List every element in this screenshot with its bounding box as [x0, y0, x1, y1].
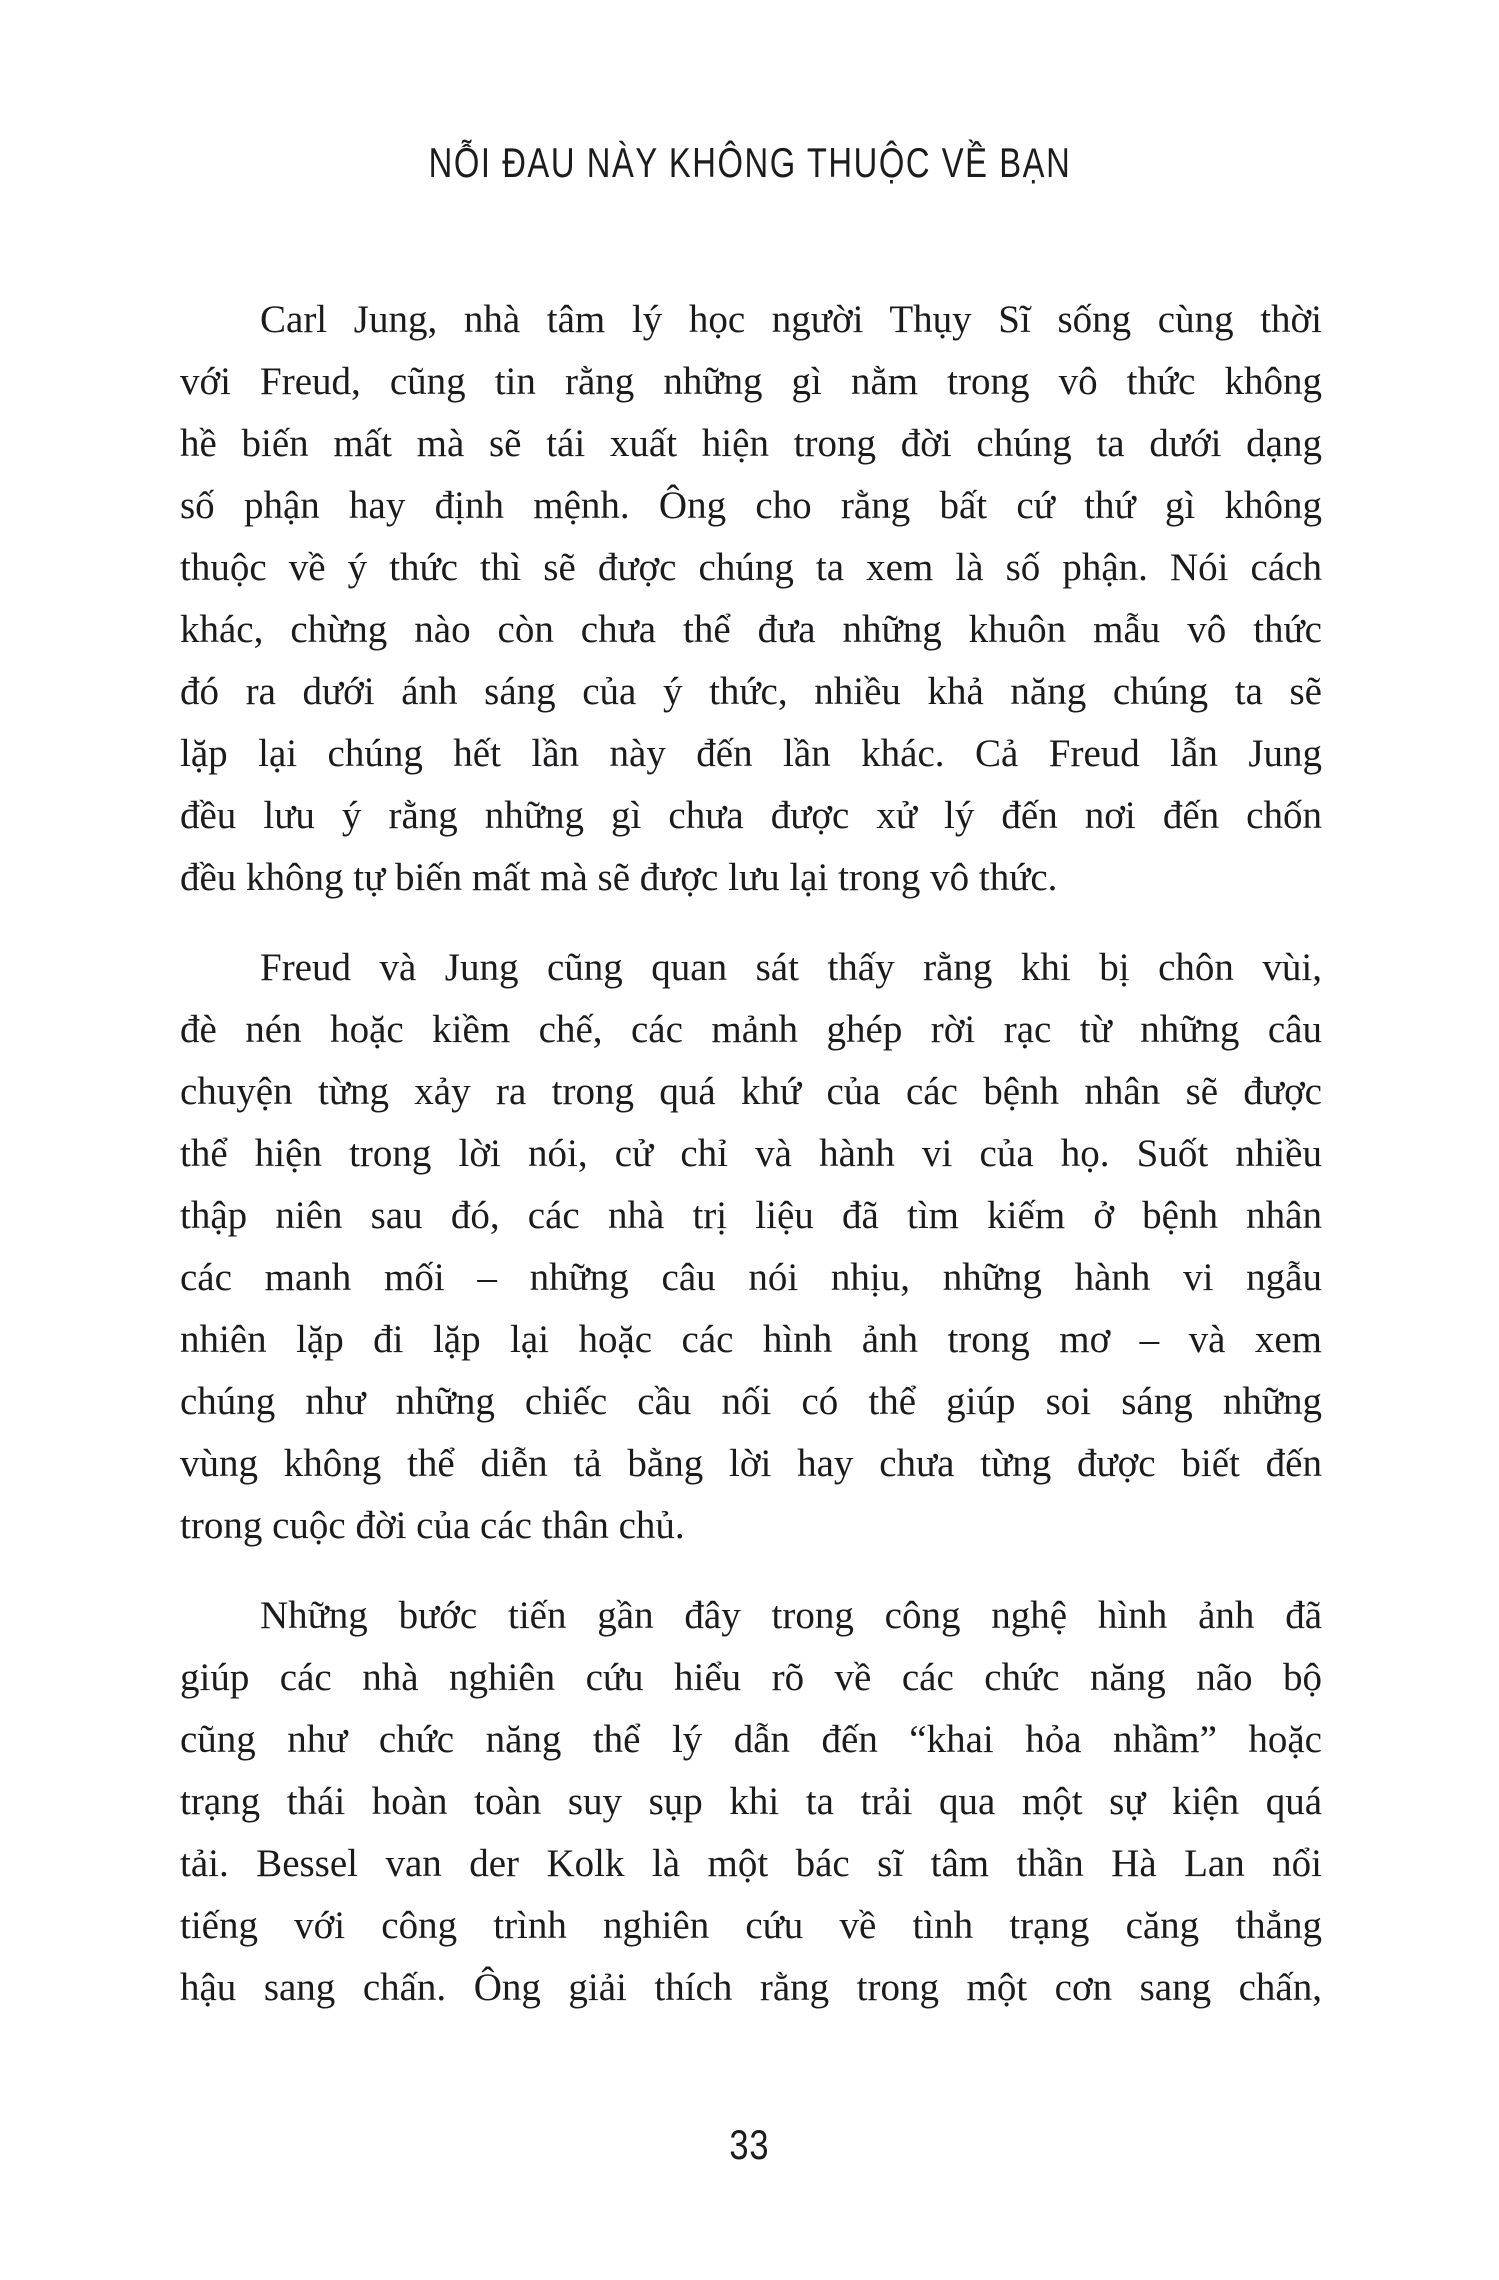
text-line: Carl Jung, nhà tâm lý học người Thụy Sĩ sống cùng thời: [260, 298, 1322, 341]
text-line: tiếng với công trình nghiên cứu về tình trạng căng thẳng: [180, 1904, 1322, 1947]
body-text: [180, 289, 1322, 2019]
text-line: thập niên sau đó, các nhà trị liệu đã tìm kiếm ở bệnh nhân: [180, 1194, 1322, 1237]
text-line: trạng thái hoàn toàn suy sụp khi ta trải qua một sự kiện quá: [180, 1780, 1322, 1823]
text-line: chúng như những chiếc cầu nối có thể giúp soi sáng những: [180, 1380, 1322, 1423]
text-line: nhiên lặp đi lặp lại hoặc các hình ảnh trong mơ – và xem: [180, 1318, 1322, 1361]
text-line: hậu sang chấn. Ông giải thích rằng trong một cơn sang chấn,: [180, 1966, 1322, 2009]
text-line: số phận hay định mệnh. Ông cho rằng bất cứ thứ gì không: [180, 484, 1322, 527]
text-line: đều lưu ý rằng những gì chưa được xử lý đến nơi đến chốn: [180, 794, 1322, 837]
page-number: [0, 2114, 1499, 2186]
paragraph: [180, 937, 1322, 1557]
text-line: thể hiện trong lời nói, cử chỉ và hành vi của họ. Suốt nhiều: [180, 1132, 1322, 1175]
text-line: Freud và Jung cũng quan sát thấy rằng khi bị chôn vùi,: [260, 946, 1322, 989]
text-line: chuyện từng xảy ra trong quá khứ của các bệnh nhân sẽ được: [180, 1070, 1322, 1113]
text-line: hề biến mất mà sẽ tái xuất hiện trong đời chúng ta dưới dạng: [180, 422, 1322, 465]
text-line: đều không tự biến mất mà sẽ được lưu lại trong vô thức.: [180, 856, 1058, 899]
running-header: [0, 132, 1499, 204]
text-line: lặp lại chúng hết lần này đến lần khác. Cả Freud lẫn Jung: [180, 732, 1322, 775]
text-line: giúp các nhà nghiên cứu hiểu rõ về các chức năng não bộ: [180, 1656, 1322, 1699]
text-line: với Freud, cũng tin rằng những gì nằm trong vô thức không: [180, 360, 1322, 403]
text-line: trong cuộc đời của các thân chủ.: [180, 1504, 685, 1547]
text-line: đè nén hoặc kiềm chế, các mảnh ghép rời rạc từ những câu: [180, 1008, 1322, 1051]
text-line: đó ra dưới ánh sáng của ý thức, nhiều khả năng chúng ta sẽ: [180, 670, 1322, 713]
text-line: Những bước tiến gần đây trong công nghệ hình ảnh đã: [260, 1594, 1322, 1637]
text-line: thuộc về ý thức thì sẽ được chúng ta xem là số phận. Nói cách: [180, 546, 1322, 589]
page-number-text: 33: [729, 2121, 770, 2168]
text-line: vùng không thể diễn tả bằng lời hay chưa từng được biết đến: [180, 1442, 1322, 1485]
paragraph: [180, 1585, 1322, 2019]
running-header-text: NỖI ĐAU NÀY KHÔNG THUỘC VỀ BẠN: [428, 139, 1071, 186]
text-line: tải. Bessel van der Kolk là một bác sĩ tâm thần Hà Lan nổi: [180, 1842, 1322, 1885]
text-line: cũng như chức năng thể lý dẫn đến “khai hỏa nhầm” hoặc: [180, 1718, 1322, 1761]
text-line: các manh mối – những câu nói nhịu, những hành vi ngẫu: [180, 1256, 1322, 1299]
text-line: khác, chừng nào còn chưa thể đưa những khuôn mẫu vô thức: [180, 608, 1322, 651]
paragraph: [180, 289, 1322, 909]
